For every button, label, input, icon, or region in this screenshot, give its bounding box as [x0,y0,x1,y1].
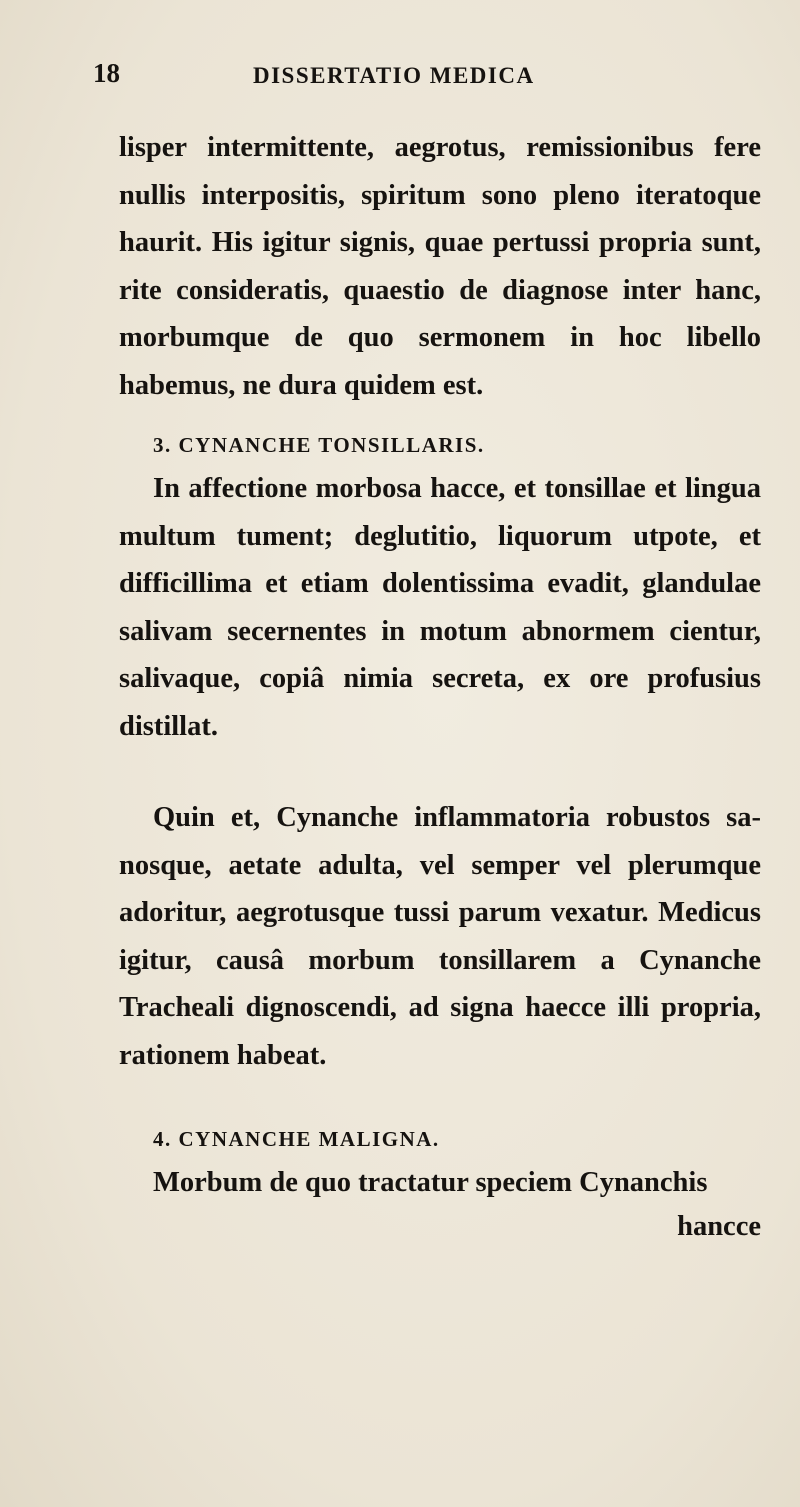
page-number: 18 [93,58,120,88]
body-text [119,124,761,1247]
section-heading-tonsillaris: 3. CYNANCHE TONSILLARIS. [153,433,485,457]
paragraph-pertussis: lisper intermittente, aegrotus, remissionibus fere nullis interpositis, spiritum sono pleno iteratoque haurit. His igitur signis, quae pertussi propria sunt, rite consideratis, quaestio de diagnose inter hanc, morbumque de quo sermonem in hoc libello habemus, ne dura quidem est. [119,132,761,401]
paragraph-maligna: Morbum de quo tractatur speciem Cynanchis [153,1167,708,1198]
catchword: hancce [677,1210,761,1242]
running-title: DISSERTATIO MEDICA [253,63,535,88]
paragraph-inflammatoria: Quin et, Cynanche inflammatoria robustos sanosque, aetate adulta, vel semper vel plerumque adoritur, aegrotusque tussi parum vexatur. Medicus igitur, causâ morbum tonsillarem a Cynanche Tracheali dignoscendi, ad signa haecce illi propria, rationem habeat. [119,802,761,1071]
running-head [0,58,800,98]
section-heading-maligna: 4. CYNANCHE MALIGNA. [153,1127,440,1151]
paragraph-tonsillaris: In affectione morbosa hacce, et tonsillae et lingua multum tument; deglutitio, liquorum utpote, et difficillima et etiam dolentissima evadit, glandulae salivam secernentes in motum abnormem cientur, salivaque, copiâ nimia secreta, ex ore profusius distillat. [119,473,761,742]
